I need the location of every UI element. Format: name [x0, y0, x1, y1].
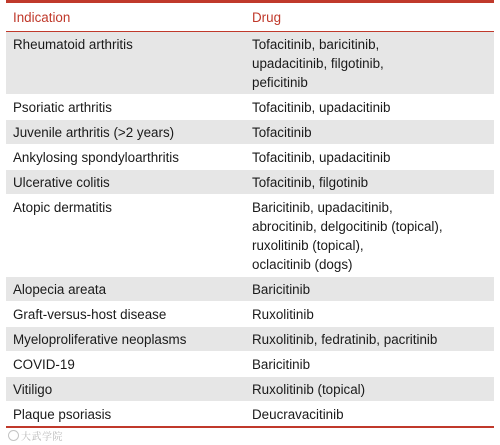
table-row: [6, 170, 494, 195]
drug-line: ruxolitinib (topical),: [252, 238, 364, 253]
indication-cell: Plaque psoriasis: [6, 402, 245, 427]
indication-cell: Ankylosing spondyloarthritis: [6, 145, 245, 170]
drug-line: Baricitinib: [252, 282, 311, 297]
drug-cell: [245, 402, 494, 427]
drug-line: Tofacitinib, filgotinib: [252, 175, 369, 190]
drug-line: Ruxolitinib (topical): [252, 382, 366, 397]
indication-cell: Alopecia areata: [6, 277, 245, 302]
drug-cell: [245, 302, 494, 327]
indication-cell: Vitiligo: [6, 377, 245, 402]
drug-line: Tofacitinib: [252, 125, 312, 140]
drug-cell: [245, 32, 494, 95]
table-bottom-rule: [6, 426, 494, 428]
drug-cell: [245, 327, 494, 352]
table-row: [6, 120, 494, 145]
drug-line: Ruxolitinib: [252, 307, 314, 322]
drug-cell: [245, 377, 494, 402]
drug-cell: [245, 352, 494, 377]
indication-cell: Psoriatic arthritis: [6, 95, 245, 120]
drug-cell: [245, 195, 494, 277]
table-row: [6, 327, 494, 352]
table-row: [6, 402, 494, 427]
drug-line: Tofacitinib, baricitinib,: [252, 37, 380, 52]
table-row: [6, 352, 494, 377]
drug-line: upadacitinib, filgotinib,: [252, 56, 384, 71]
table-body: [6, 32, 494, 427]
drug-cell: [245, 277, 494, 302]
drug-cell: [245, 95, 494, 120]
indication-cell: Rheumatoid arthritis: [6, 32, 245, 95]
table-row: [6, 32, 494, 95]
watermark: [8, 428, 63, 443]
drug-cell: [245, 120, 494, 145]
drug-line: oclacitinib (dogs): [252, 257, 353, 272]
table-row: [6, 145, 494, 170]
drug-line: Baricitinib, upadacitinib,: [252, 200, 393, 215]
drug-line: peficitinib: [252, 75, 308, 90]
table-row: [6, 277, 494, 302]
indication-cell: Myeloproliferative neoplasms: [6, 327, 245, 352]
header-drug: Drug: [245, 3, 494, 32]
indication-cell: Atopic dermatitis: [6, 195, 245, 277]
table-row: [6, 377, 494, 402]
drug-cell: [245, 145, 494, 170]
indication-drug-table: [6, 3, 494, 427]
table-row: [6, 302, 494, 327]
indication-cell: Juvenile arthritis (>2 years): [6, 120, 245, 145]
indication-cell: Graft-versus-host disease: [6, 302, 245, 327]
indication-cell: COVID-19: [6, 352, 245, 377]
watermark-text: 大武学院: [21, 432, 63, 443]
indication-cell: Ulcerative colitis: [6, 170, 245, 195]
header-indication: Indication: [6, 3, 245, 32]
drug-cell: [245, 170, 494, 195]
drug-line: Deucravacitinib: [252, 407, 344, 422]
table-header-row: [6, 3, 494, 32]
drug-line: Tofacitinib, upadacitinib: [252, 150, 391, 165]
table-row: [6, 195, 494, 277]
watermark-logo-icon: [8, 430, 19, 441]
drug-line: Tofacitinib, upadacitinib: [252, 100, 391, 115]
drug-line: abrocitinib, delgocitinib (topical),: [252, 219, 443, 234]
table-row: [6, 95, 494, 120]
drug-line: Ruxolitinib, fedratinib, pacritinib: [252, 332, 438, 347]
drug-line: Baricitinib: [252, 357, 311, 372]
